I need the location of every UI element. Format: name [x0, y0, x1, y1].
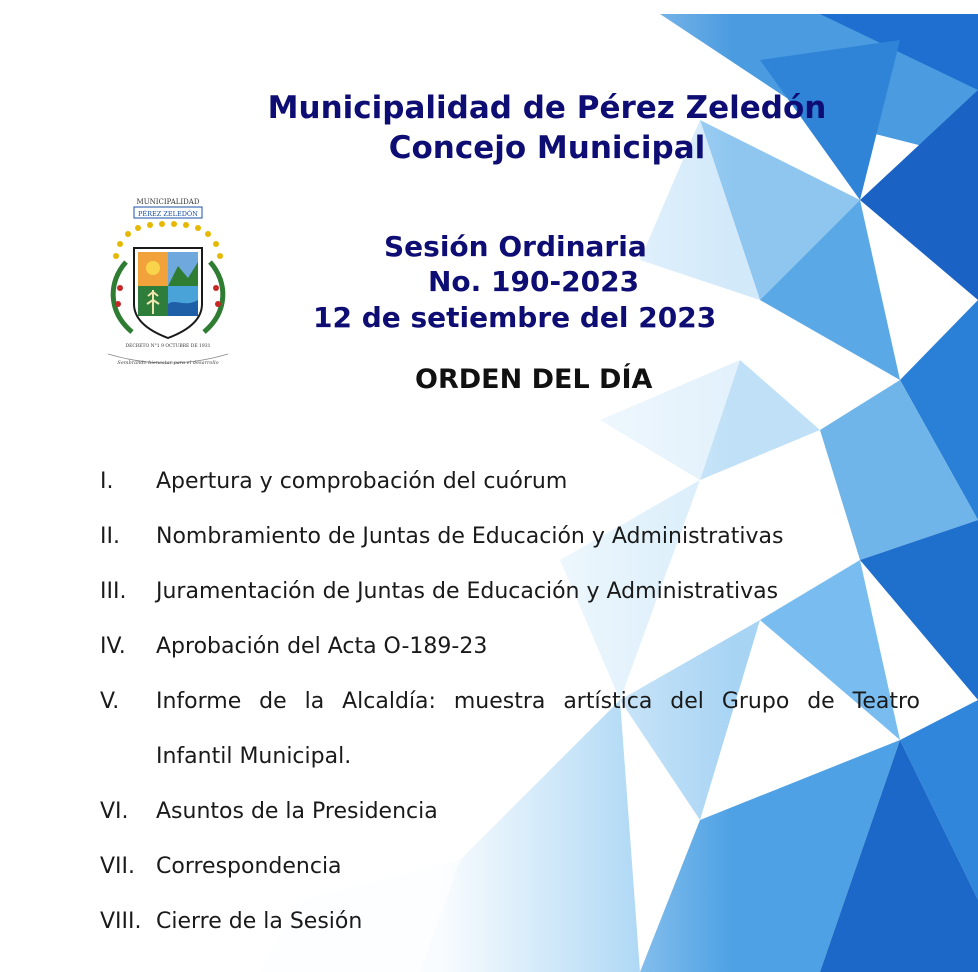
- agenda-numeral: VIII.: [100, 909, 142, 934]
- agenda-numeral: III.: [100, 579, 127, 604]
- agenda-numeral: VII.: [100, 854, 136, 879]
- agenda-numeral: II.: [100, 524, 120, 549]
- agenda-text: Asuntos de la Presidencia: [156, 799, 438, 824]
- seal-decree-text: DECRETO N°1 9 OCTUBRE DE 1931: [125, 344, 211, 349]
- seal-motto-text: Sembrando bienestar para el desarrollo: [117, 360, 219, 366]
- agenda-text: Cierre de la Sesión: [156, 909, 363, 934]
- seal-top-text: MUNICIPALIDAD: [136, 198, 200, 206]
- agenda-text: Apertura y comprobación del cuórum: [156, 469, 568, 494]
- agenda-numeral: VI.: [100, 799, 129, 824]
- seal-ribbon-text: PÉREZ ZELEDÓN: [138, 210, 198, 218]
- council-title: Concejo Municipal: [388, 130, 706, 166]
- agenda-text: Juramentación de Juntas de Educación y Administrativas: [156, 579, 779, 604]
- agenda-numeral: IV.: [100, 634, 126, 659]
- agenda-text-continuation: Infantil Municipal.: [156, 744, 352, 769]
- agenda-text: Aprobación del Acta O-189-23: [156, 634, 488, 659]
- session-type: Sesión Ordinaria: [384, 230, 647, 263]
- agenda-heading: ORDEN DEL DÍA: [415, 364, 653, 395]
- agenda-text: Informe de la Alcaldía: muestra artística del Grupo de Teatro: [156, 689, 920, 714]
- agenda-numeral: V.: [100, 689, 120, 714]
- session-number: No. 190-2023: [428, 265, 640, 298]
- session-date: 12 de setiembre del 2023: [313, 301, 717, 334]
- agenda-numeral: I.: [100, 469, 114, 494]
- agenda-text: Nombramiento de Juntas de Educación y Administrativas: [156, 524, 784, 549]
- agenda-text: Correspondencia: [156, 854, 342, 879]
- municipality-title: Municipalidad de Pérez Zeledón: [267, 90, 827, 126]
